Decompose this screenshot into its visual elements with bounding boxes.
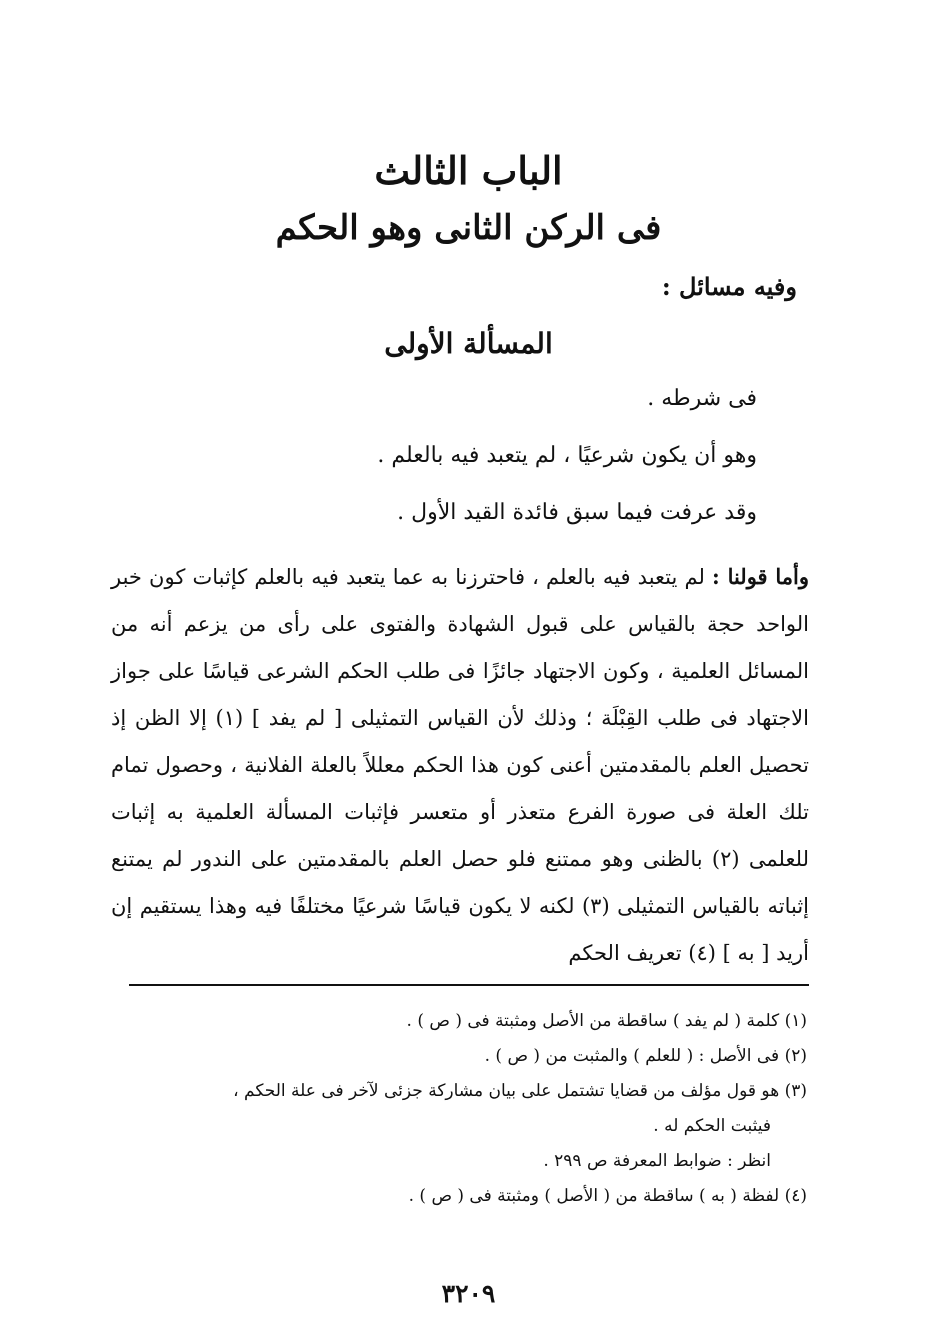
footnote-1: (١) كلمة ( لم يفد ) ساقطة من الأصل ومثبتة فى ( ص ) . bbox=[406, 1011, 807, 1031]
section-title: المسألة الأولى bbox=[384, 327, 553, 360]
footnote-3-source: انظر : ضوابط المعرفة ص ٢٩٩ . bbox=[543, 1151, 771, 1171]
footnote-2: (٢) فى الأصل : ( للعلم ) والمثبت من ( ص ) . bbox=[484, 1046, 807, 1066]
footnote-4: (٤) لفظة ( به ) ساقطة من ( الأصل ) ومثبتة فى ( ص ) . bbox=[408, 1186, 807, 1206]
footnote-divider bbox=[129, 984, 809, 986]
intro-text: وفيه مسائل : bbox=[661, 272, 797, 301]
footnote-3: (٣) هو قول مؤلف من قضايا تشتمل على بيان مشاركة جزئى لآخر فى علة الحكم ، bbox=[233, 1081, 807, 1101]
body-text: لم يتعبد فيه بالعلم ، فاحترزنا به عما يتعبد فيه بالعلم كإثبات كون خبر الواحد حجة بالقياس على قبول الشهادة والفتوى على رأى من يزعم أنه من المسائل العلمية ، وكون الاجتهاد جائزًا فى طلب الحكم الشرعى قياسًا على جواز الاجتهاد فى طلب القِبْلَة ؛ وذلك لأن القياس التمثيلى [ لم يفد ] (١) إلا الظن إذ تحصيل العلم بالمقدمتين أعنى كون هذا الحكم معللاً بالعلة الفلانية ، وحصول تمام تلك العلة فى صورة الفرع متعذر أو متعسر فإثبات المسألة العلمية به إثبات للعلمى (٢) بالظنى وهو ممتنع فلو حصل العلم بالمقدمتين على الندور لم يمتنع إثباته بالقياس التمثيلى (٣) لكنه لا يكون قياسًا شرعيًا مختلفًا فيه وهذا يستقيم إن أريد [ به ] (٤) تعريف الحكم bbox=[111, 565, 810, 965]
section-line-2: وهو أن يكون شرعيًا ، لم يتعبد فيه بالعلم . bbox=[377, 443, 757, 468]
section-line-1: فى شرطه . bbox=[647, 386, 757, 411]
body-lead: وأما قولنا : bbox=[712, 564, 809, 589]
section-line-3: وقد عرفت فيما سبق فائدة القيد الأول . bbox=[397, 500, 757, 525]
page-number: ٣٢٠٩ bbox=[441, 1279, 496, 1308]
chapter-title: الباب الثالث bbox=[374, 148, 563, 193]
body-paragraph bbox=[111, 553, 809, 977]
chapter-subtitle: فى الركن الثانى وهو الحكم bbox=[275, 208, 662, 248]
footnotes bbox=[112, 1004, 807, 1214]
footnote-3-continuation: فيثبت الحكم له . bbox=[653, 1116, 771, 1136]
